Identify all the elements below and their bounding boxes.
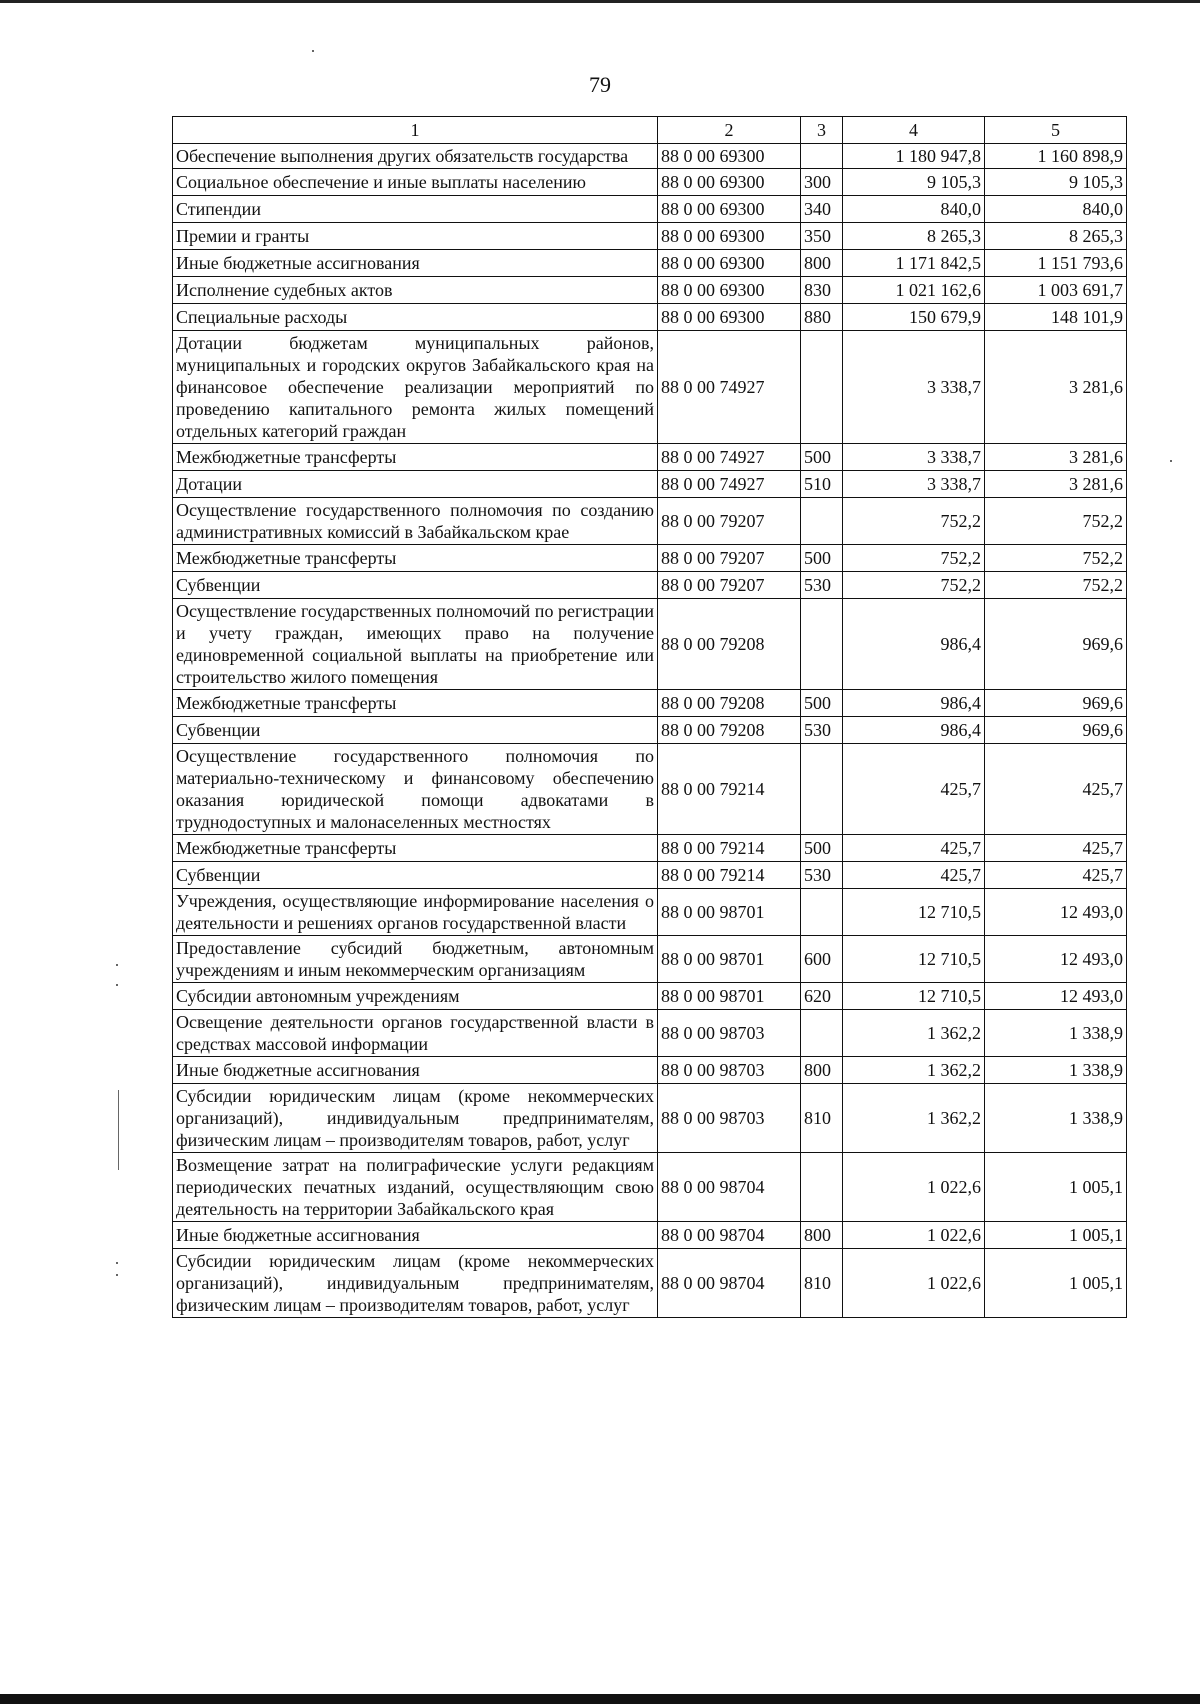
row-value-year2-cell: 3 281,6 [985,444,1127,471]
row-value-year2-cell: 1 160 898,9 [985,144,1127,169]
table-row [173,835,1127,862]
row-value-year2-cell: 969,6 [985,717,1127,744]
row-name-cell: Субвенции [173,572,658,599]
row-value-year2-cell: 8 265,3 [985,223,1127,250]
row-value-year1-cell: 425,7 [843,744,985,835]
row-expense-type-cell [801,744,843,835]
row-expense-type-cell: 600 [801,936,843,983]
row-value-year1-cell: 1 171 842,5 [843,250,985,277]
table-row [173,223,1127,250]
header-col-4: 4 [843,117,985,144]
row-name-cell: Обеспечение выполнения других обязательств государства [173,144,658,169]
row-expense-type-cell [801,1153,843,1222]
row-value-year1-cell: 3 338,7 [843,471,985,498]
page-number: 79 [589,72,611,97]
row-expense-type-cell [801,599,843,690]
table-row [173,862,1127,889]
table-row [173,471,1127,498]
row-value-year1-cell: 425,7 [843,835,985,862]
row-code-cell: 88 0 00 74927 [658,444,801,471]
row-value-year2-cell: 1 338,9 [985,1084,1127,1153]
row-value-year2-cell: 3 281,6 [985,471,1127,498]
row-value-year1-cell: 1 180 947,8 [843,144,985,169]
row-name-cell: Дотации [173,471,658,498]
row-value-year1-cell: 1 022,6 [843,1249,985,1318]
table-body [173,144,1127,1318]
row-name-cell: Субвенции [173,862,658,889]
row-expense-type-cell: 530 [801,717,843,744]
row-expense-type-cell: 800 [801,250,843,277]
row-value-year2-cell: 1 003 691,7 [985,277,1127,304]
row-code-cell: 88 0 00 98704 [658,1222,801,1249]
table-row [173,196,1127,223]
row-code-cell: 88 0 00 79207 [658,498,801,545]
row-expense-type-cell: 830 [801,277,843,304]
table-row [173,1249,1127,1318]
scan-mark [118,1090,119,1170]
table-row [173,304,1127,331]
table-row [173,889,1127,936]
row-value-year1-cell: 425,7 [843,862,985,889]
row-name-cell: Межбюджетные трансферты [173,690,658,717]
row-value-year1-cell: 1 362,2 [843,1084,985,1153]
row-expense-type-cell [801,889,843,936]
row-code-cell: 88 0 00 79214 [658,835,801,862]
row-code-cell: 88 0 00 74927 [658,331,801,444]
row-code-cell: 88 0 00 79207 [658,572,801,599]
row-name-cell: Субвенции [173,717,658,744]
scan-mark [116,1262,118,1264]
row-value-year1-cell: 986,4 [843,690,985,717]
row-value-year1-cell: 1 362,2 [843,1010,985,1057]
row-expense-type-cell: 500 [801,545,843,572]
table-row [173,1057,1127,1084]
row-name-cell: Субсидии юридическим лицам (кроме некоммерческих организаций), индивидуальным предпринимателям, физическим лицам – производителям товаров, работ, услуг [173,1084,658,1153]
row-code-cell: 88 0 00 69300 [658,250,801,277]
row-value-year2-cell: 12 493,0 [985,889,1127,936]
row-name-cell: Иные бюджетные ассигнования [173,1222,658,1249]
row-value-year1-cell: 3 338,7 [843,444,985,471]
row-expense-type-cell: 300 [801,169,843,196]
row-expense-type-cell: 500 [801,690,843,717]
row-code-cell: 88 0 00 98704 [658,1153,801,1222]
row-code-cell: 88 0 00 69300 [658,169,801,196]
row-value-year1-cell: 1 022,6 [843,1153,985,1222]
table-row [173,983,1127,1010]
row-value-year1-cell: 3 338,7 [843,331,985,444]
row-code-cell: 88 0 00 79208 [658,599,801,690]
row-value-year1-cell: 1 362,2 [843,1057,985,1084]
row-code-cell: 88 0 00 98704 [658,1249,801,1318]
row-value-year1-cell: 1 022,6 [843,1222,985,1249]
row-name-cell: Межбюджетные трансферты [173,835,658,862]
row-value-year1-cell: 150 679,9 [843,304,985,331]
row-expense-type-cell [801,1010,843,1057]
row-expense-type-cell: 810 [801,1084,843,1153]
row-value-year1-cell: 752,2 [843,498,985,545]
table-row [173,331,1127,444]
scan-edge-bottom [0,1694,1200,1704]
row-name-cell: Осуществление государственного полномочия по материально-техническому и финансовому обеспечению оказания юридической помощи адвокатами в труднодоступных и малонаселенных местностях [173,744,658,835]
row-expense-type-cell: 500 [801,444,843,471]
table-row [173,599,1127,690]
table-row [173,444,1127,471]
row-name-cell: Исполнение судебных актов [173,277,658,304]
table-row [173,744,1127,835]
scan-mark [116,984,118,986]
row-name-cell: Специальные расходы [173,304,658,331]
row-code-cell: 88 0 00 79214 [658,744,801,835]
row-value-year2-cell: 12 493,0 [985,983,1127,1010]
row-value-year2-cell: 1 338,9 [985,1057,1127,1084]
row-code-cell: 88 0 00 69300 [658,277,801,304]
table-row [173,169,1127,196]
scan-mark [312,50,314,52]
scan-mark [1170,460,1172,462]
row-value-year2-cell: 3 281,6 [985,331,1127,444]
row-code-cell: 88 0 00 98701 [658,983,801,1010]
row-code-cell: 88 0 00 79214 [658,862,801,889]
row-value-year2-cell: 1 005,1 [985,1153,1127,1222]
row-code-cell: 88 0 00 98703 [658,1084,801,1153]
row-value-year1-cell: 986,4 [843,717,985,744]
row-code-cell: 88 0 00 74927 [658,471,801,498]
budget-table [172,116,1127,1318]
row-value-year1-cell: 986,4 [843,599,985,690]
table-row [173,1084,1127,1153]
table-row [173,277,1127,304]
row-code-cell: 88 0 00 69300 [658,144,801,169]
row-value-year2-cell: 752,2 [985,498,1127,545]
row-code-cell: 88 0 00 79208 [658,717,801,744]
row-expense-type-cell: 500 [801,835,843,862]
row-expense-type-cell: 510 [801,471,843,498]
table-row [173,717,1127,744]
row-name-cell: Осуществление государственного полномочия по созданию административных комиссий в Забайкальском крае [173,498,658,545]
row-code-cell: 88 0 00 98701 [658,889,801,936]
row-value-year2-cell: 148 101,9 [985,304,1127,331]
row-name-cell: Иные бюджетные ассигнования [173,250,658,277]
table-row [173,250,1127,277]
header-col-2: 2 [658,117,801,144]
table-row [173,1010,1127,1057]
row-expense-type-cell: 800 [801,1222,843,1249]
row-expense-type-cell [801,331,843,444]
row-expense-type-cell [801,144,843,169]
row-value-year2-cell: 9 105,3 [985,169,1127,196]
row-expense-type-cell [801,498,843,545]
row-name-cell: Возмещение затрат на полиграфические услуги редакциям периодических печатных изданий, осуществляющим свою деятельность на территории Забайкальского края [173,1153,658,1222]
row-value-year2-cell: 752,2 [985,545,1127,572]
row-value-year1-cell: 840,0 [843,196,985,223]
scan-edge-top [0,0,1200,3]
scan-mark [116,1274,118,1276]
header-col-1: 1 [173,117,658,144]
row-code-cell: 88 0 00 98703 [658,1010,801,1057]
row-code-cell: 88 0 00 69300 [658,304,801,331]
row-expense-type-cell: 530 [801,572,843,599]
row-value-year2-cell: 1 151 793,6 [985,250,1127,277]
header-col-5: 5 [985,117,1127,144]
row-name-cell: Иные бюджетные ассигнования [173,1057,658,1084]
row-expense-type-cell: 340 [801,196,843,223]
row-name-cell: Социальное обеспечение и иные выплаты населению [173,169,658,196]
row-code-cell: 88 0 00 69300 [658,196,801,223]
row-value-year2-cell: 752,2 [985,572,1127,599]
row-value-year2-cell: 1 005,1 [985,1222,1127,1249]
row-value-year1-cell: 8 265,3 [843,223,985,250]
row-name-cell: Осуществление государственных полномочий по регистрации и учету граждан, имеющих право на получение единовременной социальной выплаты на приобретение или строительство жилого помещения [173,599,658,690]
table-row [173,690,1127,717]
row-code-cell: 88 0 00 98701 [658,936,801,983]
table-row [173,1153,1127,1222]
row-name-cell: Предоставление субсидий бюджетным, автономным учреждениям и иным некоммерческим организациям [173,936,658,983]
row-code-cell: 88 0 00 79207 [658,545,801,572]
row-value-year1-cell: 752,2 [843,545,985,572]
table-row [173,572,1127,599]
row-expense-type-cell: 530 [801,862,843,889]
row-value-year1-cell: 12 710,5 [843,936,985,983]
row-expense-type-cell: 350 [801,223,843,250]
row-code-cell: 88 0 00 79208 [658,690,801,717]
row-value-year1-cell: 9 105,3 [843,169,985,196]
row-name-cell: Дотации бюджетам муниципальных районов, муниципальных и городских округов Забайкальского края на финансовое обеспечение реализации мероприятий по проведению капитального ремонта жилых помещений отдельных категорий граждан [173,331,658,444]
row-expense-type-cell: 800 [801,1057,843,1084]
table-row [173,545,1127,572]
header-col-3: 3 [801,117,843,144]
table-row [173,144,1127,169]
row-value-year1-cell: 1 021 162,6 [843,277,985,304]
row-name-cell: Субсидии юридическим лицам (кроме некоммерческих организаций), индивидуальным предпринимателям, физическим лицам – производителям товаров, работ, услуг [173,1249,658,1318]
row-code-cell: 88 0 00 69300 [658,223,801,250]
row-value-year2-cell: 969,6 [985,599,1127,690]
table-row [173,936,1127,983]
table-header [173,117,1127,144]
table-row [173,1222,1127,1249]
row-value-year2-cell: 12 493,0 [985,936,1127,983]
row-value-year2-cell: 1 005,1 [985,1249,1127,1318]
row-value-year2-cell: 425,7 [985,862,1127,889]
row-name-cell: Межбюджетные трансферты [173,545,658,572]
table-row [173,498,1127,545]
row-expense-type-cell: 880 [801,304,843,331]
row-value-year2-cell: 1 338,9 [985,1010,1127,1057]
row-name-cell: Межбюджетные трансферты [173,444,658,471]
row-name-cell: Премии и гранты [173,223,658,250]
row-name-cell: Учреждения, осуществляющие информирование населения о деятельности и решениях органов государственной власти [173,889,658,936]
row-value-year1-cell: 12 710,5 [843,983,985,1010]
row-value-year2-cell: 425,7 [985,835,1127,862]
row-expense-type-cell: 620 [801,983,843,1010]
row-name-cell: Освещение деятельности органов государственной власти в средствах массовой информации [173,1010,658,1057]
row-name-cell: Стипендии [173,196,658,223]
row-value-year2-cell: 969,6 [985,690,1127,717]
row-value-year1-cell: 752,2 [843,572,985,599]
row-value-year1-cell: 12 710,5 [843,889,985,936]
header-row [173,117,1127,144]
row-name-cell: Субсидии автономным учреждениям [173,983,658,1010]
scan-mark [116,964,118,966]
row-code-cell: 88 0 00 98703 [658,1057,801,1084]
row-expense-type-cell: 810 [801,1249,843,1318]
row-value-year2-cell: 840,0 [985,196,1127,223]
row-value-year2-cell: 425,7 [985,744,1127,835]
